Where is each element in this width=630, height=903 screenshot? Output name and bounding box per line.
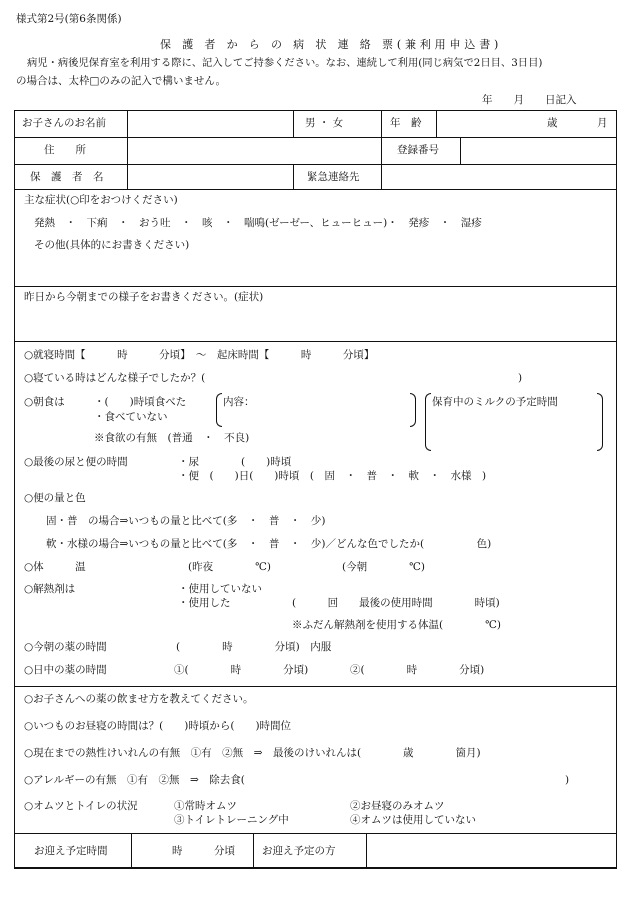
- sleep-time: ○就寝時間【 時 分頃】 ～ 起床時間【 時 分頃】: [24, 349, 375, 361]
- diaper-option-3: ③トイレトレーニング中: [174, 814, 289, 826]
- yesterday-label: 昨日から今朝までの様子をお書きください。(症状): [24, 291, 264, 303]
- stool-time: ・便 ( )日( )時頃 ( 固 ・ 普 ・ 軟 ・ 水様 ): [178, 470, 487, 482]
- stool-hard: 固・普 の場合⇒いつもの量と比べて(多 ・ 普 ・ 少): [46, 515, 326, 527]
- stool-amount-label: ○便の量と色: [24, 492, 86, 504]
- febrile-convulsion: ○現在までの熱性けいれんの有無 ①有 ②無 ⇒ 最後のけいれんは( 歳 箇月): [24, 747, 481, 759]
- breakfast-label: ○朝食は: [24, 396, 65, 408]
- sex-field[interactable]: 男 ・ 女: [305, 117, 344, 129]
- form-number: 様式第2号(第6条関係): [16, 13, 122, 25]
- morning-medicine-time: ( 時 分頃) 内服: [176, 641, 332, 653]
- page-title: 保 護 者 か ら の 病 状 連 絡 票(兼利用申込書): [160, 38, 503, 51]
- pickup-person-label: お迎え予定の方: [262, 845, 336, 857]
- address-label: 住 所: [44, 144, 86, 156]
- allergy: ○アレルギーの有無 ①有 ②無 ⇒ 除去食(: [24, 774, 245, 786]
- temperature-morning: (今朝 ℃): [342, 561, 425, 573]
- breakfast-not-ate: ・食べていない: [94, 411, 168, 423]
- antipyretic-label: ○解熱剤は: [24, 583, 76, 595]
- temperature-last-night: (昨夜 ℃): [188, 561, 271, 573]
- sleep-state: ○寝ている時はどんな様子でしたか？(: [24, 372, 206, 384]
- morning-medicine-label: ○今朝の薬の時間: [24, 641, 107, 653]
- diaper-label: ○オムツとトイレの状況: [24, 800, 138, 812]
- antipyretic-used: ・使用した: [178, 597, 231, 609]
- child-name-label: お子さんのお名前: [22, 117, 106, 129]
- age-unit-months: 月: [597, 117, 608, 129]
- daytime-medicine-label: ○日中の薬の時間: [24, 664, 107, 676]
- urine-time: ・尿 ( )時頃: [178, 456, 292, 468]
- pickup-time-field[interactable]: 時 分頃: [172, 845, 235, 857]
- nap-time: ○いつものお昼寝の時間は？( )時頃から( )時間位: [24, 720, 292, 732]
- guardian-name-label: 保 護 者 名: [30, 171, 104, 183]
- detail-box: [14, 341, 617, 687]
- excretion-label: ○最後の尿と便の時間: [24, 456, 128, 468]
- daytime-medicine-2: ②( 時 分頃): [350, 664, 485, 676]
- allergy-close: ): [565, 774, 570, 786]
- age-label: 年 齢: [390, 117, 422, 129]
- antipyretic-not-used: ・使用していない: [178, 583, 262, 595]
- usual-antipyretic-temp: ※ふだん解熱剤を使用する体温( ℃): [292, 619, 501, 631]
- emergency-contact-label: 緊急連絡先: [307, 171, 360, 183]
- age-unit-years: 歳: [547, 117, 558, 129]
- diaper-option-1: ①常時オムツ: [174, 800, 237, 812]
- diaper-option-4: ④オムツは使用していない: [350, 814, 476, 826]
- symptoms-list[interactable]: 発熱 ・ 下痢 ・ おう吐 ・ 咳 ・ 喘鳴(ゼーゼー、ヒューヒュー)・ 発疹 ・ 湿疹: [34, 217, 482, 229]
- daytime-medicine-1: ①( 時 分頃): [174, 664, 309, 676]
- symptoms-box: [14, 189, 617, 342]
- milk-schedule: 保育中のミルクの予定時間: [432, 396, 558, 408]
- intro-line-1: 病児・病後児保育室を利用する際に、記入してご持参ください。なお、連続して利用(同じ病気で2日目、3日目): [27, 57, 543, 69]
- stool-soft: 軟・水様の場合⇒いつもの量と比べて(多 ・ 普 ・ 少)／どんな色でしたか( 色): [46, 538, 492, 550]
- entry-date: 年 月 日記入: [482, 94, 577, 106]
- appetite: ※食欲の有無 (普通 ・ 不良): [94, 432, 250, 444]
- sleep-state-close: ): [518, 372, 523, 384]
- symptoms-label: 主な症状(○印をおつけください): [24, 194, 178, 206]
- temperature-label: ○体 温: [24, 561, 86, 573]
- medicine-method: ○お子さんへの薬の飲ませ方を教えてください。: [24, 693, 254, 705]
- breakfast-ate: ・( )時頃食べた: [94, 396, 187, 408]
- symptoms-other: その他(具体的にお書きください): [34, 239, 190, 251]
- breakfast-content: 内容：: [223, 396, 255, 408]
- diaper-option-2: ②お昼寝のみオムツ: [350, 800, 445, 812]
- pickup-time-label: お迎え予定時間: [34, 845, 108, 857]
- registration-number-label: 登録番号: [397, 144, 439, 156]
- intro-line-2: の場合は、太枠□のみの記入で構いません。: [16, 75, 227, 87]
- antipyretic-detail: ( 回 最後の使用時間 時頃): [292, 597, 500, 609]
